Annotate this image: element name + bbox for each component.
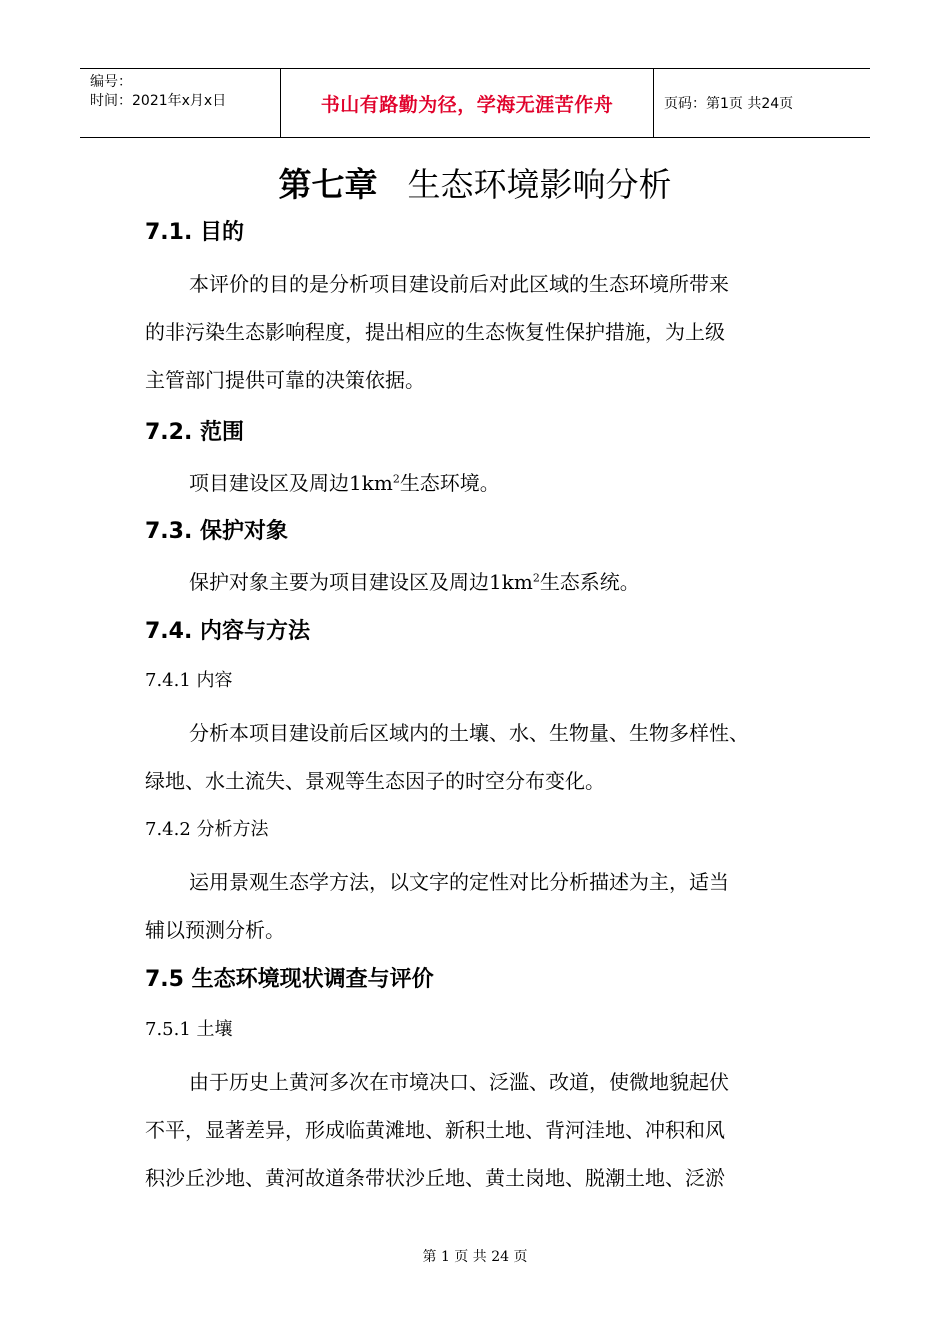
section-7-4-2-heading: 7.4.2 分析方法 <box>145 819 269 840</box>
motto: 书山有路勤为径，学海无涯苦作舟 <box>320 93 614 116</box>
chapter-name: 生态环境影响分析 <box>407 165 672 204</box>
number-label: 编号： <box>90 74 132 90</box>
section-7-4-1-paragraph <box>145 709 825 805</box>
paragraph-line: 不平，显著差异，形成临黄滩地、新积土地、背河洼地、冲积和风 <box>145 1118 725 1142</box>
paragraph-line: 绿地、水土流失、景观等生态因子的时空分布变化。 <box>145 769 605 793</box>
section-7-4-1-heading: 7.4.1 内容 <box>145 670 233 691</box>
section-7-5-1-heading: 7.5.1 土壤 <box>145 1019 233 1040</box>
section-7-3-heading: 7.3. 保护对象 <box>145 519 288 544</box>
paragraph-line: 本评价的目的是分析项目建设前后对此区域的生态环境所带来 <box>189 272 729 296</box>
paragraph-line: 运用景观生态学方法，以文字的定性对比分析描述为主，适当 <box>189 870 729 894</box>
paragraph-line: 的非污染生态影响程度，提出相应的生态恢复性保护措施，为上级 <box>145 320 725 344</box>
section-7-5-1-paragraph <box>145 1058 825 1202</box>
page-label: 页码：第1页 共24页 <box>664 96 794 112</box>
paragraph-line: 辅以预测分析。 <box>145 918 285 942</box>
page-footer: 第 1 页 共 24 页 <box>422 1249 528 1265</box>
paragraph-line: 分析本项目建设前后区域内的土壤、水、生物量、生物多样性、 <box>189 721 749 745</box>
chapter-number: 第七章 <box>278 165 378 204</box>
section-7-4-heading: 7.4. 内容与方法 <box>145 619 310 644</box>
section-7-1-paragraph <box>145 260 825 404</box>
header-page-cell <box>654 69 870 137</box>
section-7-3-paragraph <box>145 558 825 606</box>
section-7-4-2-paragraph <box>145 858 825 954</box>
paragraph-line: 主管部门提供可靠的决策依据。 <box>145 368 425 392</box>
paragraph-line: 保护对象主要为项目建设区及周边$1km^2$生态系统。 <box>189 570 640 594</box>
chapter-title <box>0 163 950 207</box>
section-7-1-heading: 7.1. 目的 <box>145 220 244 245</box>
section-7-2-paragraph <box>145 459 825 507</box>
section-7-5-heading: 7.5 生态环境现状调查与评价 <box>145 967 434 992</box>
header-meta <box>80 69 281 137</box>
paragraph-line: 积沙丘沙地、黄河故道条带状沙丘地、黄土岗地、脱潮土地、泛淤 <box>145 1166 725 1190</box>
header-motto-cell <box>281 69 654 137</box>
paragraph-line: 项目建设区及周边$1km^2$生态环境。 <box>189 471 500 495</box>
section-7-2-heading: 7.2. 范围 <box>145 420 244 445</box>
paragraph-line: 由于历史上黄河多次在市境决口、泛滥、改道，使微地貌起伏 <box>189 1070 729 1094</box>
date-label: 时间：2021年x月x日 <box>90 93 227 109</box>
page-header <box>80 68 870 138</box>
